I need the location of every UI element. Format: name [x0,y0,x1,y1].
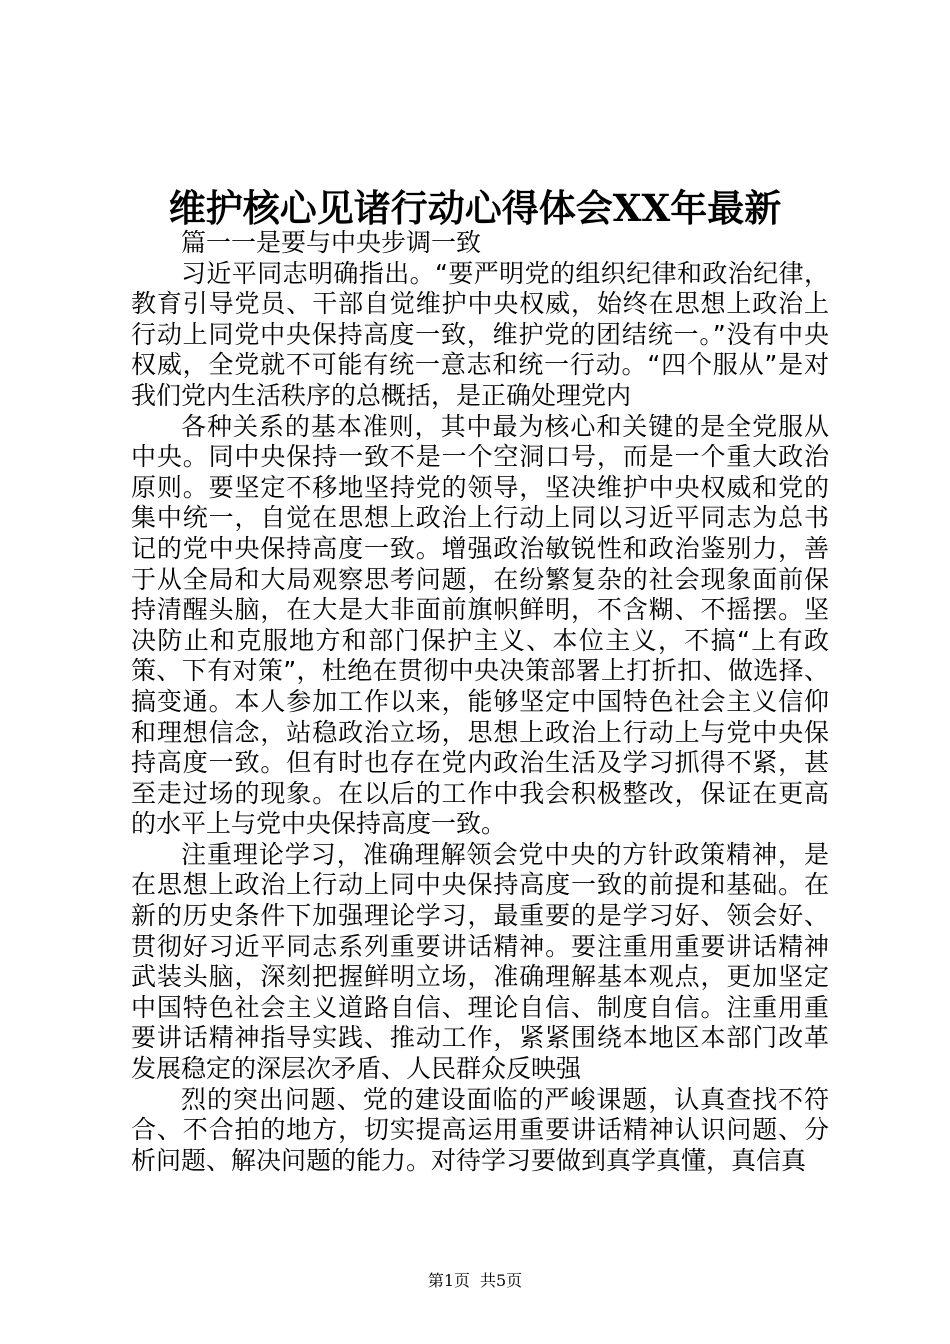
document-title: 维护核心见诸行动心得体会XX年最新 [168,186,782,230]
page-footer [0,1271,950,1291]
paragraph: 烈的突出问题、党的建设面临的严峻课题，认真查找不符合、不合拍的地方，切实提高运用重要讲话精神认识问题、分析问题、解决问题的能力。对待学习要做到真学真懂，真信真 [131,1084,829,1175]
page-total: 共5页 [480,1271,523,1290]
document-body [131,228,829,1176]
paragraph-heading: 篇一一是要与中央步调一致 [181,228,482,257]
paragraph: 注重理论学习，准确理解领会党中央的方针政策精神，是在思想上政治上行动上同中央保持高度一致的前提和基础。在新的历史条件下加强理论学习，最重要的是学习好、领会好、贯彻好习近平同志系列重要讲话精神。要注重用重要讲话精神武装头脑，深刻把握鲜明立场，准确理解基本观点，更加坚定中国特色社会主义道路自信、理论自信、制度自信。注重用重要讲话精神指导实践、推动工作，紧紧围绕本地区本部门改革发展稳定的深层次矛盾、人民群众反映强 [131,839,829,1084]
paragraph: 习近平同志明确指出。“要严明党的组织纪律和政治纪律，教育引导党员、干部自觉维护中央权威，始终在思想上政治上行动上同党中央保持高度一致，维护党的团结统一。”没有中央权威，全党就不可能有统一意志和统一行动。“四个服从”是对我们党内生活秩序的总概括，是正确处理党内 [131,258,829,410]
page-number: 第1页 [427,1271,470,1290]
paragraph: 各种关系的基本准则，其中最为核心和关键的是全党服从中央。同中央保持一致不是一个空洞口号，而是一个重大政治原则。要坚定不移地坚持党的领导，坚决维护中央权威和党的集中统一，自觉在思想上政治上行动上同以习近平同志为总书记的党中央保持高度一致。增强政治敏锐性和政治鉴别力，善于从全局和大局观察思考问题，在纷繁复杂的社会现象面前保持清醒头脑，在大是大非面前旗帜鲜明，不含糊、不摇摆。坚决防止和克服地方和部门保护主义、本位主义，不搞“上有政策、下有对策”，杜绝在贯彻中央决策部署上打折扣、做选择、搞变通。本人参加工作以来，能够坚定中国特色社会主义信仰和理想信念，站稳政治立场，思想上政治上行动上与党中央保持高度一致。但有时也存在党内政治生活及学习抓得不紧，甚至走过场的现象。在以后的工作中我会积极整改，保证在更高的水平上与党中央保持高度一致。 [131,411,829,839]
